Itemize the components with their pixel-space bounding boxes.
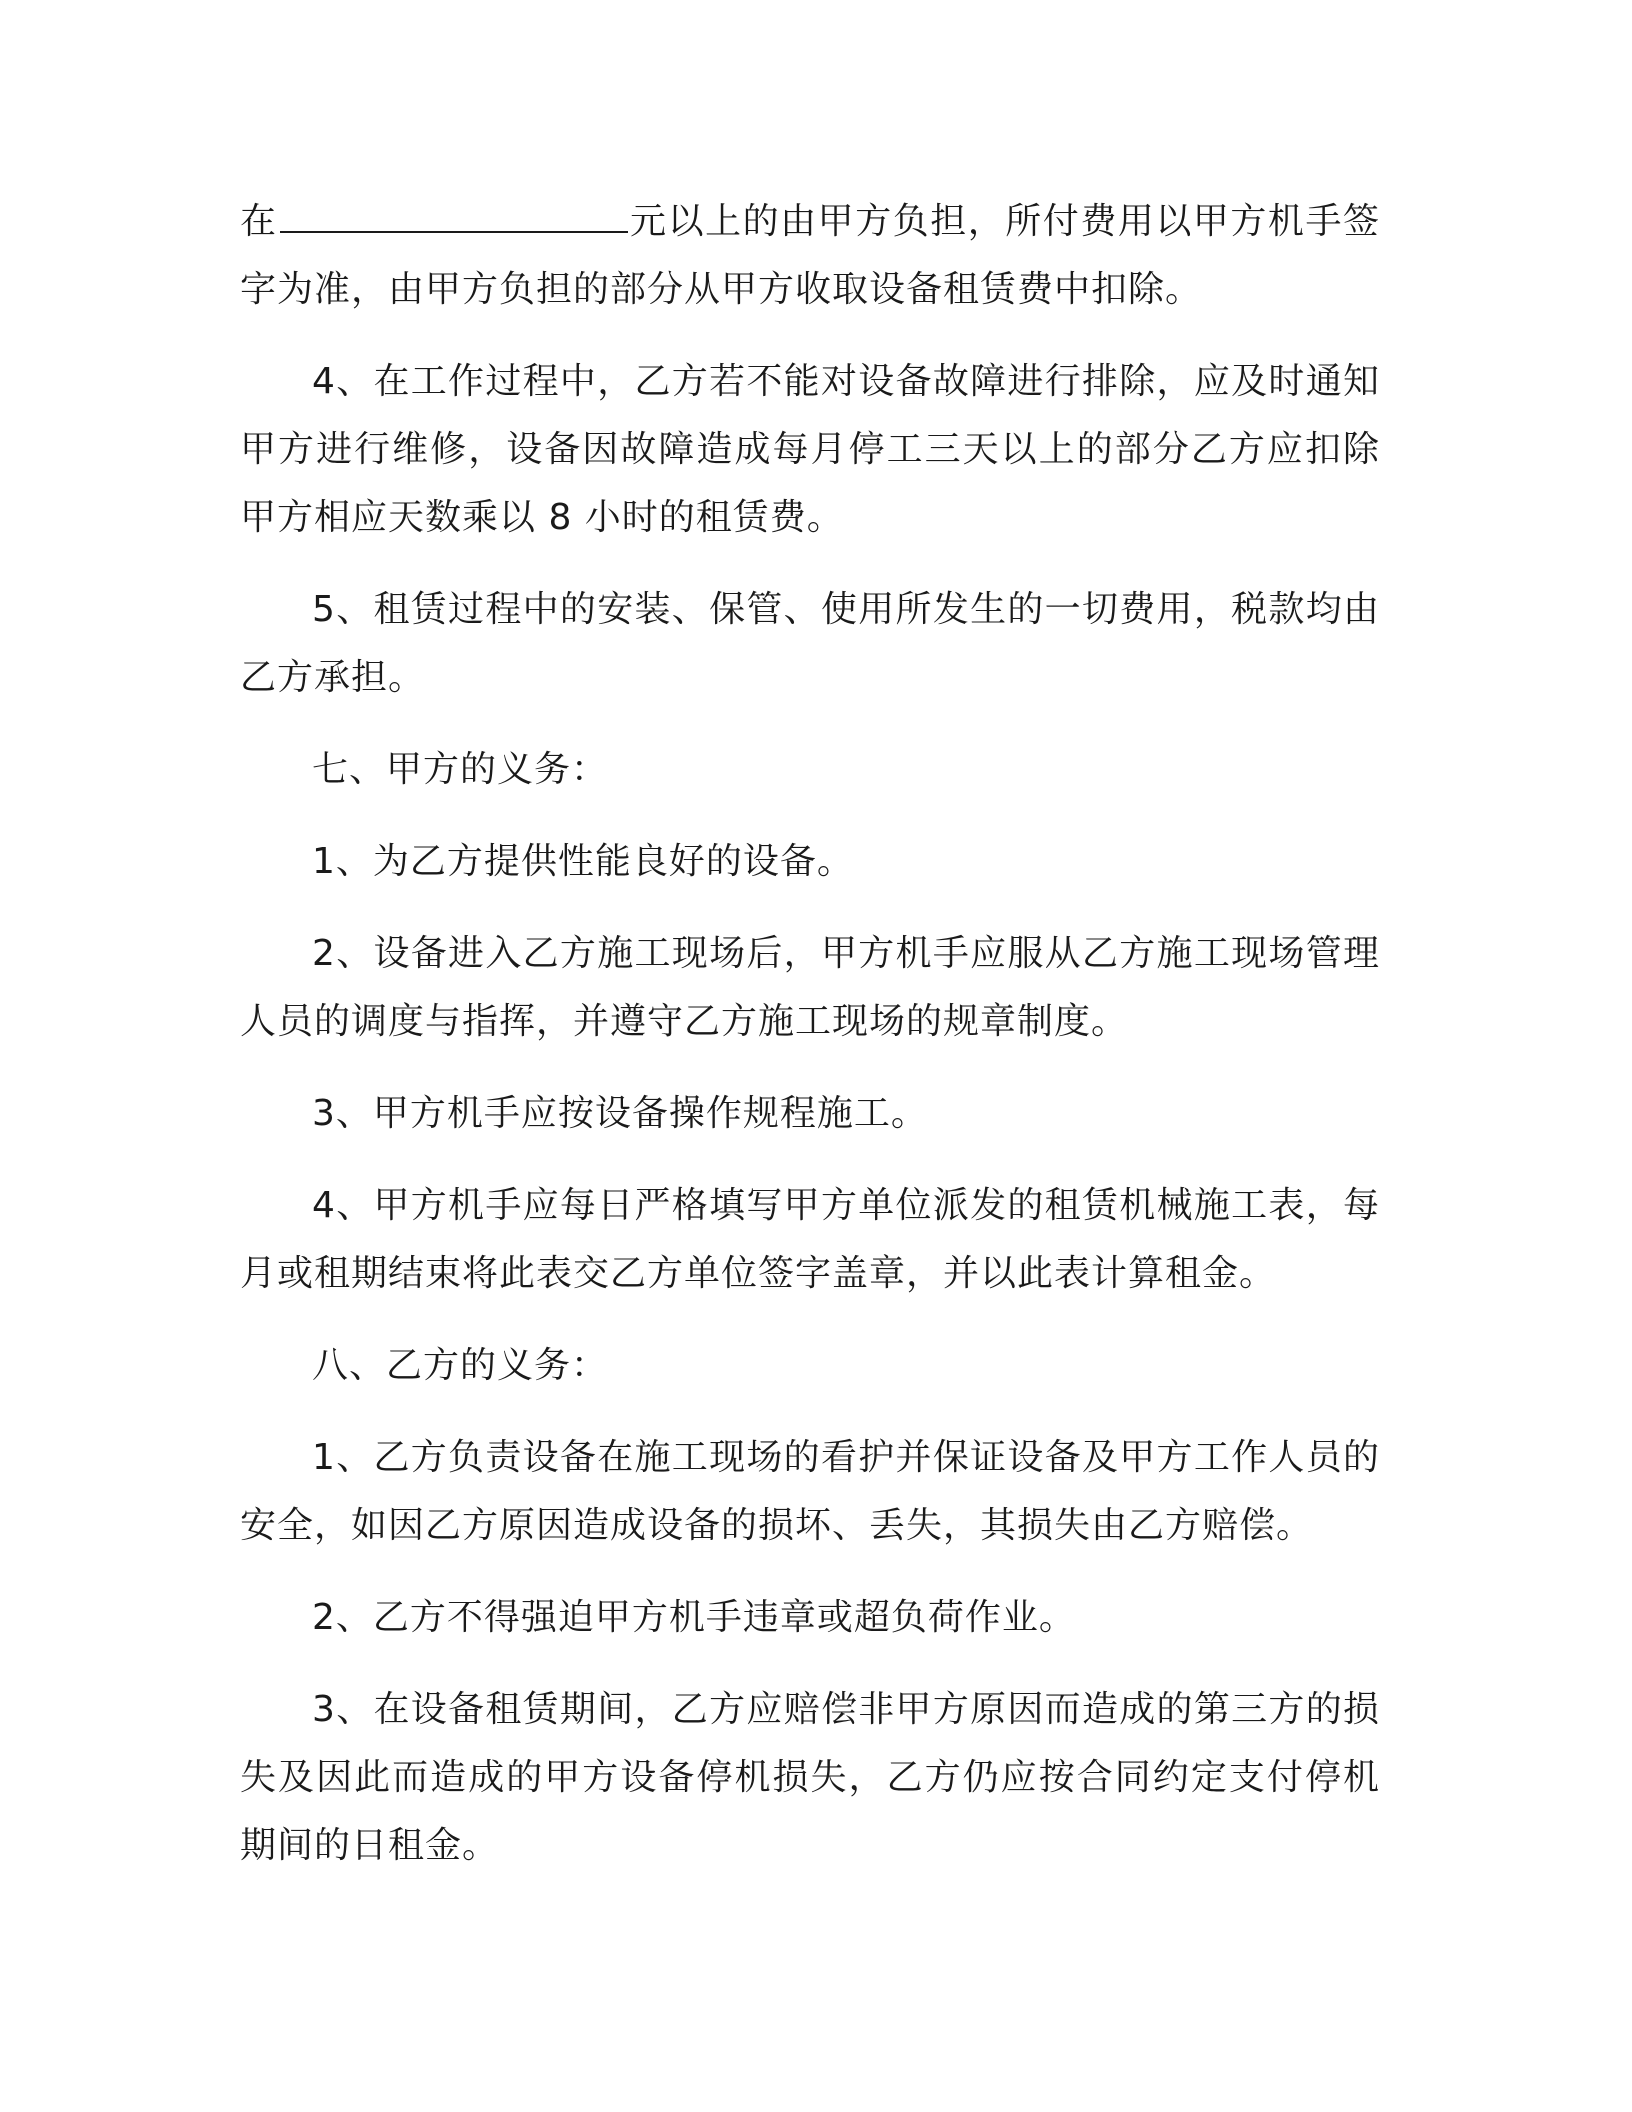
clause-6-5: 5、租赁过程中的安装、保管、使用所发生的一切费用，税款均由乙方承担。 xyxy=(240,589,1380,698)
section-heading-7: 七、甲方的义务： xyxy=(312,749,609,790)
clause-8-1: 1、乙方负责设备在施工现场的看护并保证设备及甲方工作人员的安全，如因乙方原因造成设备的损坏、丢失，其损失由乙方赔偿。 xyxy=(240,1437,1380,1546)
clause-7-4: 4、甲方机手应每日严格填写甲方单位派发的租赁机械施工表，每月或租期结束将此表交乙方单位签字盖章，并以此表计算租金。 xyxy=(240,1185,1380,1294)
amount-blank-line xyxy=(280,195,628,233)
section-heading-8: 八、乙方的义务： xyxy=(312,1345,609,1386)
paragraph-fee-continuation xyxy=(240,188,1380,324)
clause-6-4: 4、在工作过程中，乙方若不能对设备故障进行排除，应及时通知甲方进行维修，设备因故障造成每月停工三天以上的部分乙方应扣除甲方相应天数乘以 8 小时的租赁费。 xyxy=(240,361,1380,538)
clause-8-3: 3、在设备租赁期间，乙方应赔偿非甲方原因而造成的第三方的损失及因此而造成的甲方设备停机损失，乙方仍应按合同约定支付停机期间的日租金。 xyxy=(240,1689,1380,1866)
paragraph-lead-text: 在 xyxy=(240,201,278,242)
clause-7-1: 1、为乙方提供性能良好的设备。 xyxy=(312,841,854,882)
clause-7-2: 2、设备进入乙方施工现场后，甲方机手应服从乙方施工现场管理人员的调度与指挥，并遵守乙方施工现场的规章制度。 xyxy=(240,933,1380,1042)
paragraph-rest-text: 元以上的由甲方负担，所付费用以甲方机手签字为准，由甲方负担的部分从甲方收取设备租赁费中扣除。 xyxy=(240,201,1380,310)
clause-8-2: 2、乙方不得强迫甲方机手违章或超负荷作业。 xyxy=(312,1597,1076,1638)
clause-7-3: 3、甲方机手应按设备操作规程施工。 xyxy=(312,1093,928,1134)
document-page xyxy=(240,188,1380,1904)
